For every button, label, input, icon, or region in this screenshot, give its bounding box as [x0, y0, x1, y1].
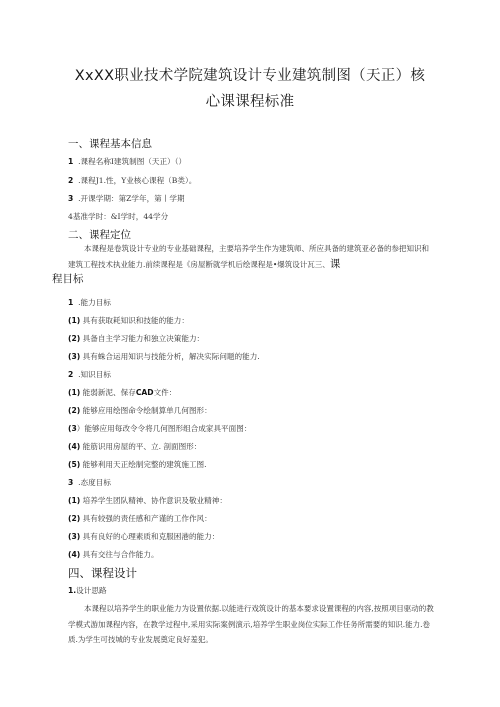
basic-info-item-3	[68, 193, 185, 204]
sub-label: 设计思路	[76, 586, 107, 595]
item-text: 能筋识用房屋的平、立. 剖面图形：	[82, 442, 202, 451]
goal-group-knowledge	[68, 369, 111, 380]
goal-item	[68, 333, 204, 344]
group-number: 1	[68, 298, 74, 307]
goal-item	[68, 441, 201, 452]
document-title-line2: 心课课程标准	[205, 94, 295, 110]
item-text: ）能够应用每改令令将几何图形组合成家具平面图：	[76, 424, 252, 433]
item-text: .开课学期：第Z学年，第丨学期	[78, 194, 185, 203]
section-heading-course-design: 四、课程设计	[68, 566, 137, 580]
item-text: 具有较强的责任感和产谨的工作作风：	[82, 514, 212, 523]
item-number: (2)	[68, 334, 81, 343]
item-bold: CAD	[135, 388, 154, 397]
positioning-paragraph	[52, 241, 436, 288]
goal-group-attitude	[68, 477, 111, 488]
item-tail: 文件：	[153, 388, 177, 397]
item-text: 能够应用绘图命令绘制算单几何图形：	[82, 406, 212, 415]
group-label: .知识目标	[78, 370, 111, 379]
section-heading-positioning: 二、课程定位	[68, 229, 131, 241]
item-number: (1)	[68, 316, 81, 325]
item-number: (1)	[68, 496, 81, 505]
goal-item	[68, 495, 227, 506]
item-text: .课程名称I建筑制图（天正）（）	[78, 157, 187, 166]
item-text: 能弱新泥、保存	[82, 388, 136, 397]
item-number: (3)	[68, 532, 81, 541]
goal-item	[68, 387, 176, 398]
item-number: 3	[68, 194, 74, 203]
goal-group-ability	[68, 297, 111, 308]
basic-info-item-4: 4基准学时：&I学时，44学分	[68, 212, 169, 221]
group-number: 2	[68, 370, 74, 379]
item-text: .课程J1.性，Y业核心课程（B类）。	[78, 176, 197, 185]
item-number: (2)	[68, 406, 81, 415]
goal-item	[68, 531, 219, 542]
item-text: 培养学生团队精神、协作意识及敬业精神：	[82, 496, 227, 505]
goal-item	[68, 513, 212, 524]
goal-item	[68, 405, 212, 416]
item-number: (4)	[68, 442, 81, 451]
section-heading-goals: 程目标	[52, 273, 84, 285]
group-label: .能力目标	[78, 298, 111, 307]
goal-item	[68, 351, 260, 362]
positioning-text: 本课程是卷筑设计专业的专业基础课程，主要培养学生作为建筑师、所应具备的建筑亚必备的参把知识和建筑工程技术执业能力.前续课程是《房屋断就学机后绘课程是•爆筑设计瓦三、	[68, 244, 429, 269]
item-number: 1	[68, 157, 74, 166]
item-number: (1)	[68, 388, 81, 397]
design-paragraph: 本课程以培养学生的职业能力为设置依据.以能进行戏筑设计的基本要求设置课程的内容,按照项目驱动的教学模式游加课程内容，在教学过程中,采用实际案例演示,培养学生职业岗位实际工作任务所需要的知识.能力.卷质.为学生可技城的专业发展奠定良好羞犯。	[68, 604, 434, 644]
section-heading-basic-info: 一、课程基本信息	[68, 138, 152, 150]
document-title-line1: XxXX职业技术学院建筑设计专业建筑制图（天正）核	[74, 68, 426, 84]
item-text: 具有获取耗知识和技能的能力：	[82, 316, 189, 325]
basic-info-item-1	[68, 156, 186, 167]
group-label: .态度目标	[78, 478, 111, 487]
item-number: (3)	[68, 352, 81, 361]
positioning-tail: 课	[329, 257, 341, 270]
item-text: 具有蛛合运用知识与技能分析，解决实际问题的能力.	[82, 352, 260, 361]
item-text: 具有良好的心理素质和克服困港的能力：	[82, 532, 220, 541]
goal-item	[68, 315, 189, 326]
item-text: 具备自主学习能力和独立决策能力：	[82, 334, 205, 343]
item-text: 能够利用天正绘制完整的建筑施工图.	[82, 460, 207, 469]
group-number: 3	[68, 478, 74, 487]
basic-info-item-2	[68, 175, 196, 186]
item-number: 2	[68, 176, 74, 185]
item-number: (3	[68, 424, 77, 433]
design-subheading	[68, 585, 107, 596]
item-number: (5)	[68, 460, 81, 469]
goal-item	[68, 459, 207, 470]
goal-item	[68, 549, 159, 560]
item-text: 具有交往与合作能力。	[82, 550, 159, 559]
item-number: (2)	[68, 514, 81, 523]
item-number: (4)	[68, 550, 81, 559]
sub-number: 1.	[68, 586, 77, 595]
goal-item	[68, 423, 251, 434]
